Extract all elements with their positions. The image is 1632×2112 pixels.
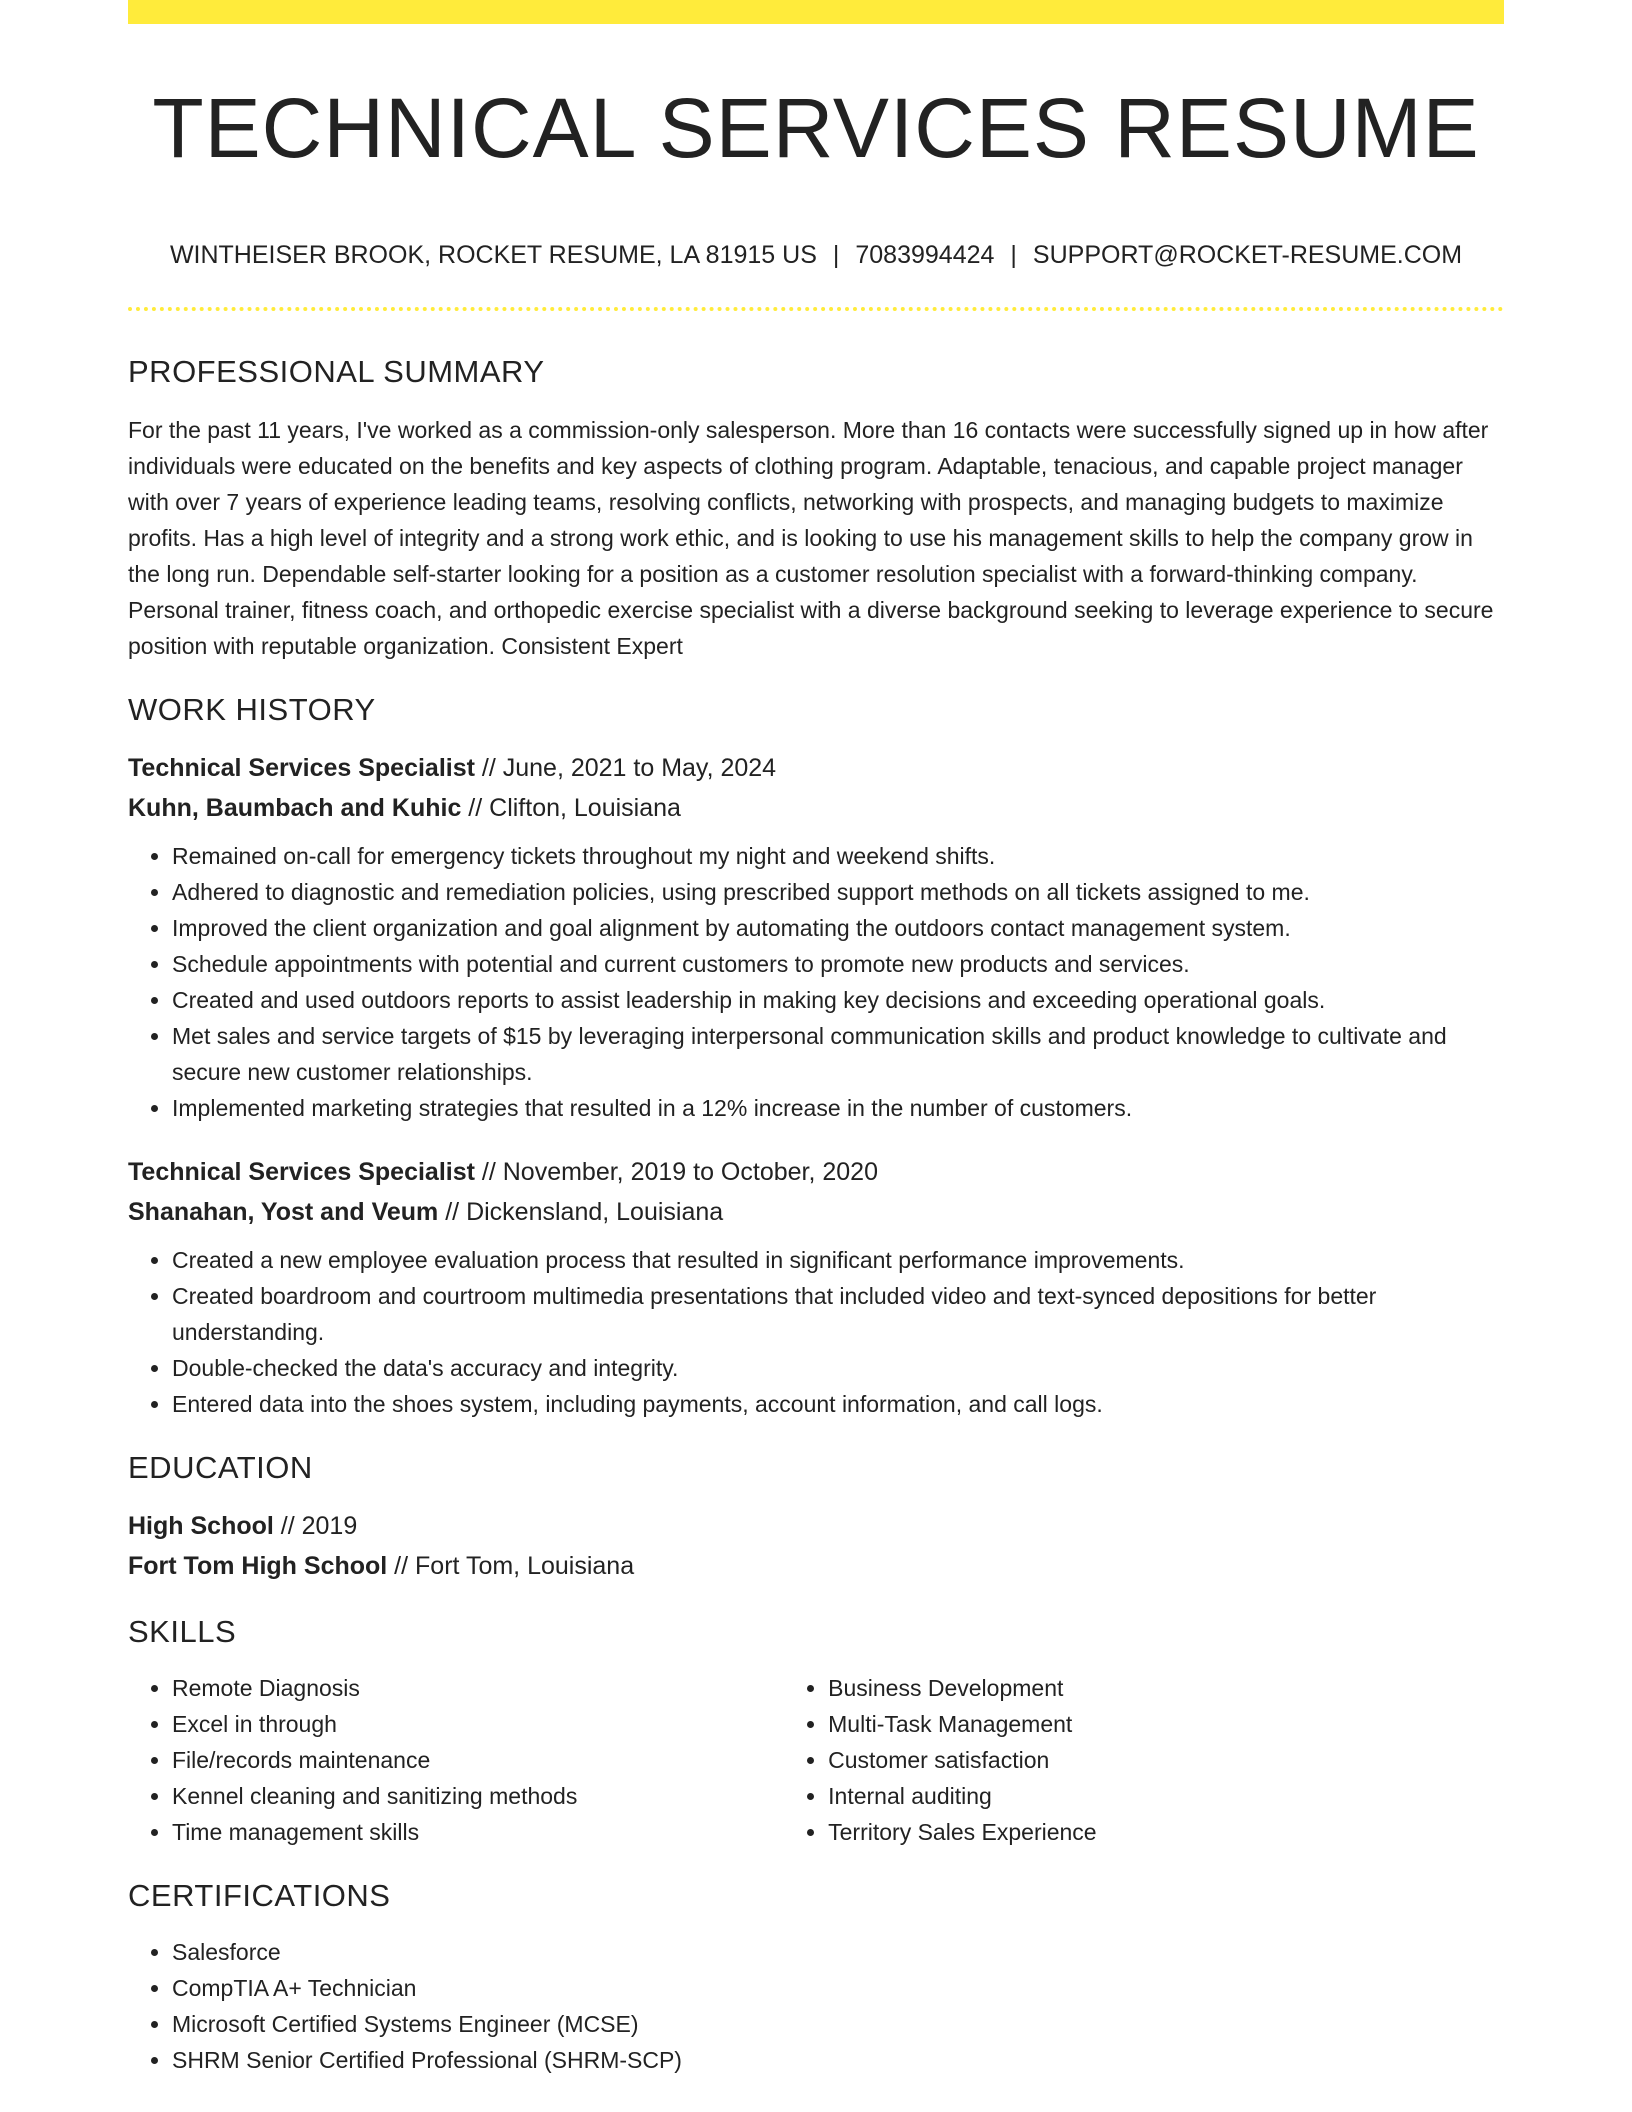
skill-item: • Remote Diagnosis — [172, 1670, 784, 1706]
job-bullet: • Double-checked the data's accuracy and integrity. — [172, 1350, 1504, 1386]
certifications-list — [128, 1934, 1504, 2078]
work-history-heading: WORK HISTORY — [128, 692, 376, 727]
certification-item: • Microsoft Certified Systems Engineer (MCSE) — [172, 2006, 1504, 2042]
job-location: // Dickensland, Louisiana — [438, 1198, 724, 1226]
accent-bar — [128, 0, 1504, 24]
job-entry — [128, 748, 1504, 1126]
certification-item: • CompTIA A+ Technician — [172, 1970, 1504, 2006]
education-heading: EDUCATION — [128, 1450, 313, 1485]
job-location: // Clifton, Louisiana — [461, 794, 681, 822]
education-degree-line — [128, 1506, 1504, 1546]
summary-text: For the past 11 years, I've worked as a commission-only salesperson. More than 16 contacts were successfully signed up in how after individuals were educated on the benefits and key aspects of clothing program. Adaptable, tenacious, and capable project manager with over 7 years of experience leading teams, resolving conflicts, networking with prospects, and managing budgets to maximize profits. Has a high level of integrity and a strong work ethic, and is looking to use his management skills to help the company grow in the long run. Dependable self-starter looking for a position as a customer resolution specialist with a forward-thinking company. Personal trainer, fitness coach, and orthopedic exercise specialist with a diverse background seeking to leverage experience to secure position with reputable organization. Consistent Expert — [128, 417, 1494, 659]
job-bullet: • Created a new employee evaluation process that resulted in significant performance improvements. — [172, 1242, 1504, 1278]
job-dates: // November, 2019 to October, 2020 — [474, 1158, 878, 1186]
job-bullet: • Adhered to diagnostic and remediation policies, using prescribed support methods on all tickets assigned to me. — [172, 874, 1504, 910]
education-school: Fort Tom High School — [128, 1552, 388, 1580]
job-title: Technical Services Specialist — [128, 1158, 475, 1186]
skills-column-left — [128, 1670, 784, 1850]
job-bullets — [128, 838, 1504, 1126]
resume-title: TECHNICAL SERVICES RESUME — [152, 81, 1480, 175]
skill-item: • Customer satisfaction — [828, 1742, 1504, 1778]
job-bullet: • Implemented marketing strategies that resulted in a 12% increase in the number of customers. — [172, 1090, 1504, 1126]
skill-item: • Kennel cleaning and sanitizing methods — [172, 1778, 784, 1814]
skills-column-right — [784, 1670, 1504, 1850]
contact-separator: | — [1010, 241, 1017, 269]
contact-line — [128, 238, 1504, 272]
job-title-line — [128, 748, 1504, 788]
job-bullets — [128, 1242, 1504, 1422]
skills-grid — [128, 1670, 1504, 1850]
skill-item: • Territory Sales Experience — [828, 1814, 1504, 1850]
job-company: Shanahan, Yost and Veum — [128, 1198, 439, 1226]
work-history-section — [128, 690, 1504, 1422]
education-school-line — [128, 1546, 1504, 1586]
skills-heading: SKILLS — [128, 1614, 237, 1649]
skill-item: • Multi-Task Management — [828, 1706, 1504, 1742]
skill-item: • Internal auditing — [828, 1778, 1504, 1814]
job-bullet: • Entered data into the shoes system, including payments, account information, and call logs. — [172, 1386, 1504, 1422]
certification-item: • Salesforce — [172, 1934, 1504, 1970]
job-bullet: • Met sales and service targets of $15 by leveraging interpersonal communication skills and product knowledge to cultivate and secure new customer relationships. — [172, 1018, 1504, 1090]
education-section — [128, 1448, 1504, 1586]
job-company: Kuhn, Baumbach and Kuhic — [128, 794, 462, 822]
contact-separator: | — [832, 241, 840, 269]
skills-section — [128, 1612, 1504, 1850]
summary-heading: PROFESSIONAL SUMMARY — [128, 354, 545, 389]
resume-content — [128, 352, 1504, 2078]
contact-phone: 7083994424 — [855, 241, 995, 269]
job-bullet: • Improved the client organization and goal alignment by automating the outdoors contact management system. — [172, 910, 1504, 946]
contact-email: SUPPORT@ROCKET-RESUME.COM — [1032, 241, 1463, 269]
job-entry — [128, 1152, 1504, 1422]
contact-address: WINTHEISER BROOK, ROCKET RESUME, LA 81915 US — [169, 241, 817, 269]
certifications-heading: CERTIFICATIONS — [128, 1878, 391, 1913]
job-company-line — [128, 788, 1504, 828]
job-bullet: • Schedule appointments with potential and current customers to promote new products and services. — [172, 946, 1504, 982]
skill-item: • Excel in through — [172, 1706, 784, 1742]
job-company-line — [128, 1192, 1504, 1232]
education-year: // 2019 — [273, 1512, 358, 1540]
job-title: Technical Services Specialist — [128, 754, 475, 782]
education-location: // Fort Tom, Louisiana — [387, 1552, 635, 1580]
skill-item: • File/records maintenance — [172, 1742, 784, 1778]
job-bullet: • Created and used outdoors reports to assist leadership in making key decisions and exceeding operational goals. — [172, 982, 1504, 1018]
skill-item: • Time management skills — [172, 1814, 784, 1850]
education-entry — [128, 1506, 1504, 1586]
job-dates: // June, 2021 to May, 2024 — [474, 754, 777, 782]
education-degree: High School — [128, 1512, 274, 1540]
skill-item: • Business Development — [828, 1670, 1504, 1706]
job-title-line — [128, 1152, 1504, 1192]
certification-item: • SHRM Senior Certified Professional (SHRM-SCP) — [172, 2042, 1504, 2078]
dotted-divider — [128, 307, 1504, 311]
certifications-section — [128, 1876, 1504, 2078]
job-bullet: • Remained on-call for emergency tickets throughout my night and weekend shifts. — [172, 838, 1504, 874]
job-bullet: • Created boardroom and courtroom multimedia presentations that included video and text-synced depositions for better understanding. — [172, 1278, 1504, 1350]
